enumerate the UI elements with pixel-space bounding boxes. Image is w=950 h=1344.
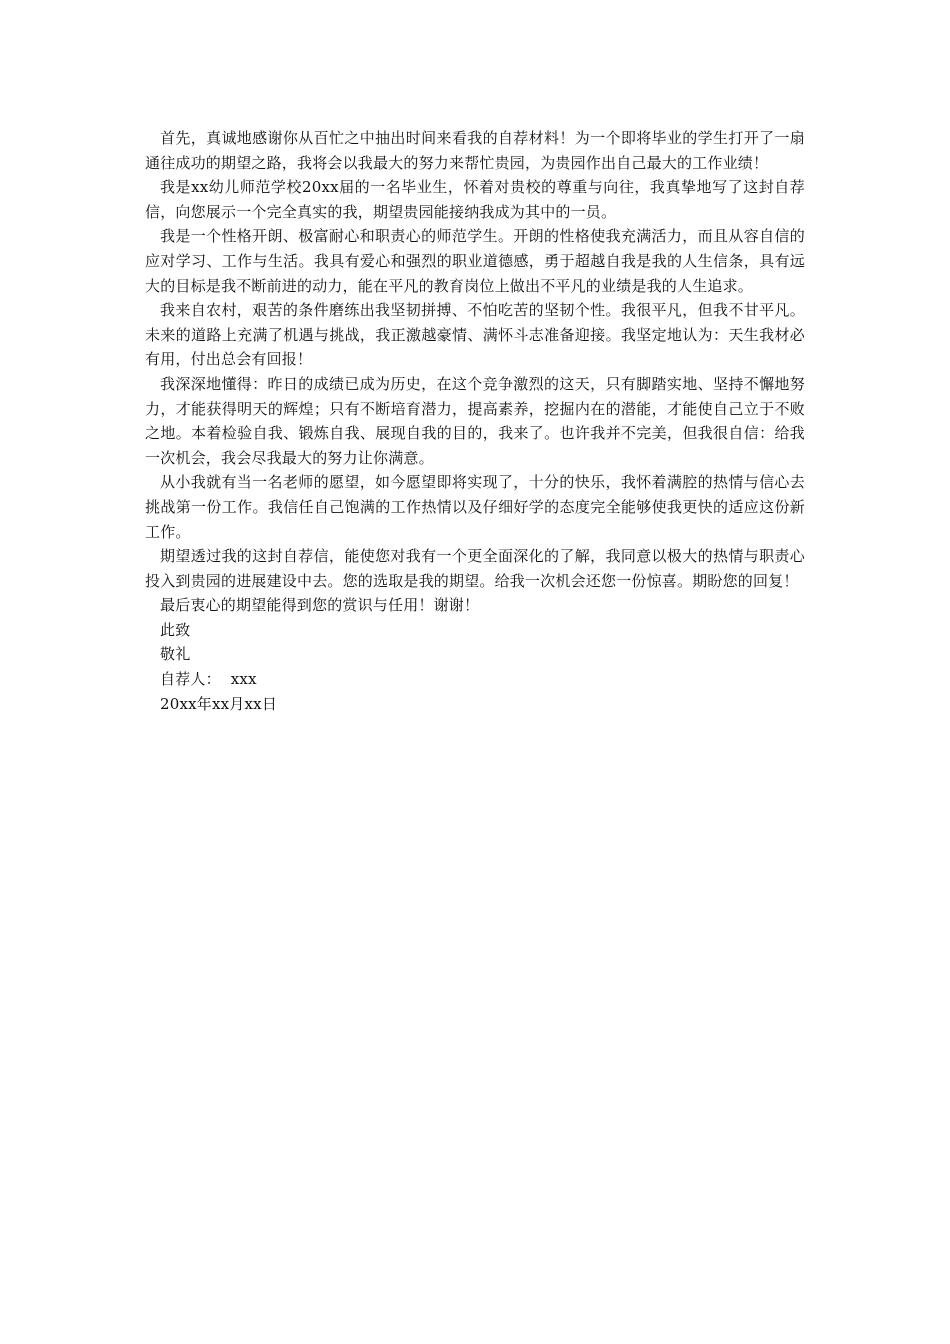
paragraph-background: 我是xx幼儿师范学校20xx届的一名毕业生，怀着对贵校的尊重与向往，我真挚地写了这封自荐信，向您展示一个完全真实的我，期望贵园能接纳我成为其中的一员。	[145, 178, 805, 221]
paragraph-understanding: 我深深地懂得：昨日的成绩已成为历史，在这个竞争激烈的这天，只有脚踏实地、坚持不懈地努力，才能获得明天的辉煌；只有不断培育潜力，提高素养，挖掘内在的潜能，才能使自己立于不败之地。本着检验自我、锻炼自我、展现自我的目的，我来了。也许我并不完美，但我很自信：给我一次机会，我会尽我最大的努力让你满意。	[145, 374, 805, 467]
signature-label: 自荐人：	[160, 670, 221, 689]
letter-body	[145, 126, 805, 716]
paragraph-intro: 首先，真诚地感谢你从百忙之中抽出时间来看我的自荐材料！为一个即将毕业的学生打开了一扇通往成功的期望之路，我将会以我最大的努力来帮忙贵园，为贵园作出自己最大的工作业绩！	[145, 129, 805, 172]
closing-regards: 敬礼	[160, 645, 191, 664]
paragraph-origin: 我来自农村，艰苦的条件磨练出我坚韧拼搏、不怕吃苦的坚韧个性。我很平凡，但我不甘平凡。未来的道路上充满了机遇与挑战，我正激越豪情、满怀斗志准备迎接。我坚定地认为：天生我材必有用，付出总会有回报！	[145, 301, 805, 369]
closing-salutation: 此致	[160, 620, 191, 639]
signature-line	[145, 667, 805, 692]
paragraph-aspiration: 从小我就有当一名老师的愿望，如今愿望即将实现了，十分的快乐，我怀着满腔的热情与信心去挑战第一份工作。我信任自己饱满的工作热情以及仔细好学的态度完全能够使我更快的适应这份新工作。	[145, 473, 805, 541]
signature-name: xxx	[230, 670, 257, 689]
paragraph-final-thanks: 最后衷心的期望能得到您的赏识与任用！谢谢！	[160, 596, 480, 615]
paragraph-hope: 期望透过我的这封自荐信，能使您对我有一个更全面深化的了解，我同意以极大的热情与职责心投入到贵园的进展建设中去。您的选取是我的期望。给我一次机会还您一份惊喜。期盼您的回复！	[145, 547, 805, 590]
letter-date: 20xx年xx月xx日	[160, 694, 278, 713]
paragraph-personality: 我是一个性格开朗、极富耐心和职责心的师范学生。开朗的性格使我充满活力，而且从容自信的应对学习、工作与生活。我具有爱心和强烈的职业道德感，勇于超越自我是我的人生信条，具有远大的目标是我不断前进的动力，能在平凡的教育岗位上做出不平凡的业绩是我的人生追求。	[145, 227, 805, 295]
